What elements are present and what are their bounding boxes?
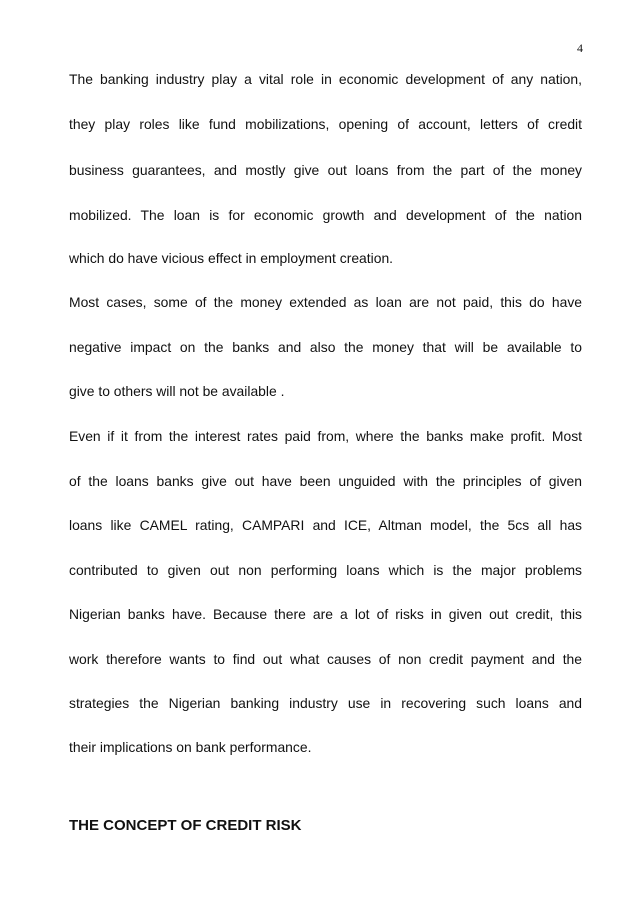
paragraph-3-line-4: contributed to given out non performing loans which is the major problems xyxy=(69,562,582,578)
page-number: 4 xyxy=(577,41,583,55)
paragraph-1-line-4: mobilized. The loan is for economic growth and development of the nation xyxy=(69,207,582,223)
paragraph-3-line-8: their implications on bank performance. xyxy=(69,739,312,755)
paragraph-3-line-3: loans like CAMEL rating, CAMPARI and ICE, Altman model, the 5cs all has xyxy=(69,517,582,533)
paragraph-3-line-5: Nigerian banks have. Because there are a lot of risks in given out credit, this xyxy=(69,606,582,622)
paragraph-3-line-1: Even if it from the interest rates paid from, where the banks make profit. Most xyxy=(69,428,582,444)
paragraph-2-line-2: negative impact on the banks and also the money that will be available to xyxy=(69,339,582,355)
paragraph-2-line-1: Most cases, some of the money extended as loan are not paid, this do have xyxy=(69,294,582,310)
paragraph-3-line-6: work therefore wants to find out what causes of non credit payment and the xyxy=(69,651,582,667)
paragraph-1-line-5: which do have vicious effect in employment creation. xyxy=(69,250,394,266)
paragraph-1-line-2: they play roles like fund mobilizations, opening of account, letters of credit xyxy=(69,116,582,132)
paragraph-1-line-3: business guarantees, and mostly give out loans from the part of the money xyxy=(69,162,582,178)
paragraph-2-line-3: give to others will not be available . xyxy=(69,383,285,399)
paragraph-1-line-1: The banking industry play a vital role in economic development of any nation, xyxy=(69,71,582,87)
paragraph-3-line-7: strategies the Nigerian banking industry use in recovering such loans and xyxy=(69,695,582,711)
section-heading: THE CONCEPT OF CREDIT RISK xyxy=(69,817,302,834)
paragraph-3-line-2: of the loans banks give out have been unguided with the principles of given xyxy=(69,473,582,489)
